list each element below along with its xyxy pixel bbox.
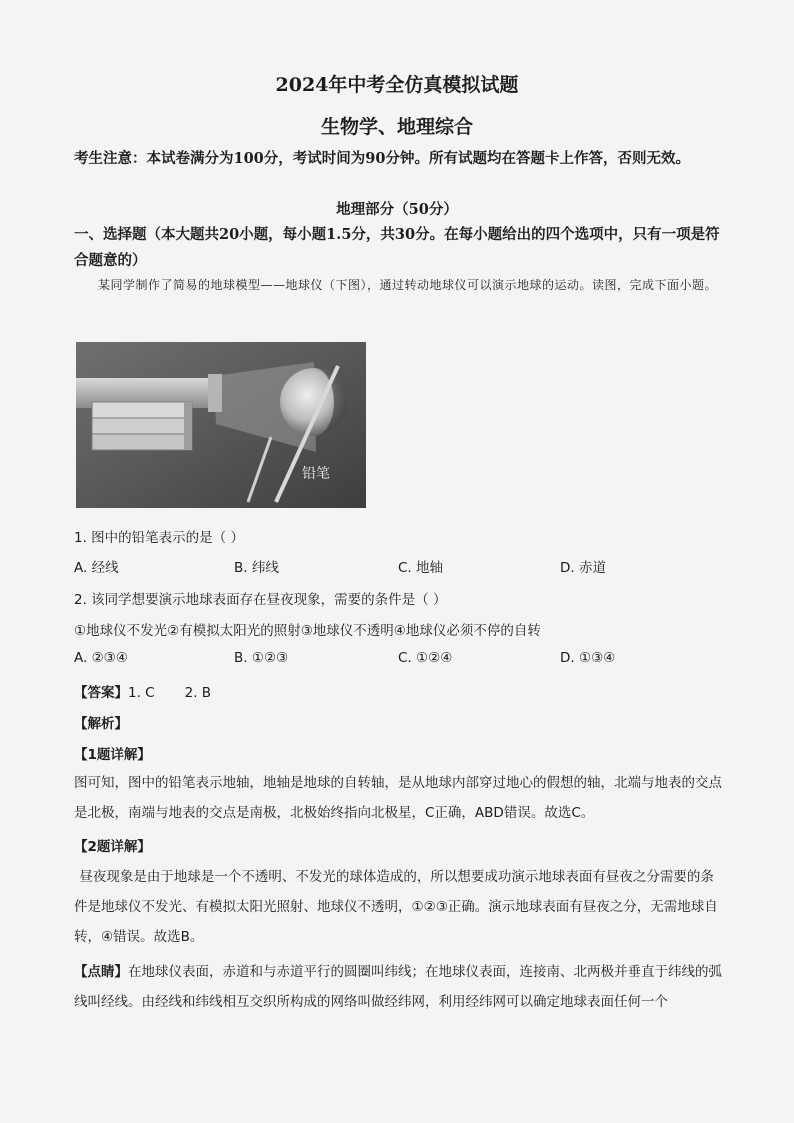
- q1-option-d: D. 赤道: [560, 560, 606, 576]
- question-1-stem: 1. 图中的铅笔表示的是（ ）: [74, 530, 244, 546]
- globe-model-photo: [76, 342, 366, 508]
- q2-option-c: C. ①②④: [398, 650, 453, 666]
- part-title: 地理部分（50分）: [336, 201, 458, 218]
- point-text: 在地球仪表面，赤道和与赤道平行的圆圈叫纬线；在地球仪表面，连接南、北两极并垂直于纬线的弧线叫经线。由经线和纬线相互交织所构成的网络叫做经纬网，利用经纬网可以确定地球表面任何一个: [74, 964, 722, 1010]
- q1-option-b: B. 纬线: [234, 560, 279, 576]
- answer-line: [74, 681, 211, 701]
- answer-tag: 【答案】: [74, 685, 128, 701]
- point-paragraph: [74, 957, 724, 1017]
- pencil-label: 铅笔: [302, 466, 330, 482]
- q1-option-c: C. 地轴: [398, 560, 444, 576]
- page-subtitle: 生物学、地理综合: [320, 116, 473, 138]
- detail-2-tag: 【2题详解】: [74, 839, 151, 855]
- q2-option-d: D. ①③④: [560, 650, 616, 666]
- q1-option-a: A. 经线: [74, 560, 119, 576]
- section-title: 一、选择题（本大题共20小题，每小题1.5分，共30分。在每小题给出的四个选项中，只有一项是符合题意的）: [74, 226, 720, 269]
- question-intro: 某同学制作了简易的地球模型——地球仪（下图），通过转动地球仪可以演示地球的运动。读图，完成下面小题。: [98, 278, 718, 292]
- detail-2-text: 昼夜现象是由于地球是一个不透明、不发光的球体造成的，所以想要成功演示地球表面有昼夜之分需要的条件是地球仪不发光、有模拟太阳光照射、地球仪不透明，①②③正确。演示地球表面有昼夜之分，无需地球自转，④错误。故选B。: [74, 869, 718, 945]
- question-2-stem: 2. 该同学想要演示地球表面存在昼夜现象，需要的条件是（ ）: [74, 592, 447, 608]
- question-2-conditions: ①地球仪不发光②有模拟太阳光的照射③地球仪不透明④地球仪必须不停的自转: [74, 623, 541, 639]
- page-title: 2024年中考全仿真模拟试题: [275, 74, 519, 96]
- q2-option-b: B. ①②③: [234, 650, 289, 666]
- detail-1-tag: 【1题详解】: [74, 747, 151, 763]
- exam-notice: 考生注意：本试卷满分为100分，考试时间为90分钟。所有试题均在答题卡上作答，否则无效。: [74, 150, 690, 167]
- point-tag: 【点睛】: [74, 964, 128, 980]
- analysis-tag: 【解析】: [74, 716, 128, 732]
- detail-1-text: 图可知，图中的铅笔表示地轴，地轴是地球的自转轴，是从地球内部穿过地心的假想的轴，北端与地表的交点是北极，南端与地表的交点是南极，北极始终指向北极星，C正确，ABD错误。故选C。: [74, 775, 722, 821]
- q2-option-a: A. ②③④: [74, 650, 128, 666]
- answer-text: 1. C 2. B: [128, 685, 212, 701]
